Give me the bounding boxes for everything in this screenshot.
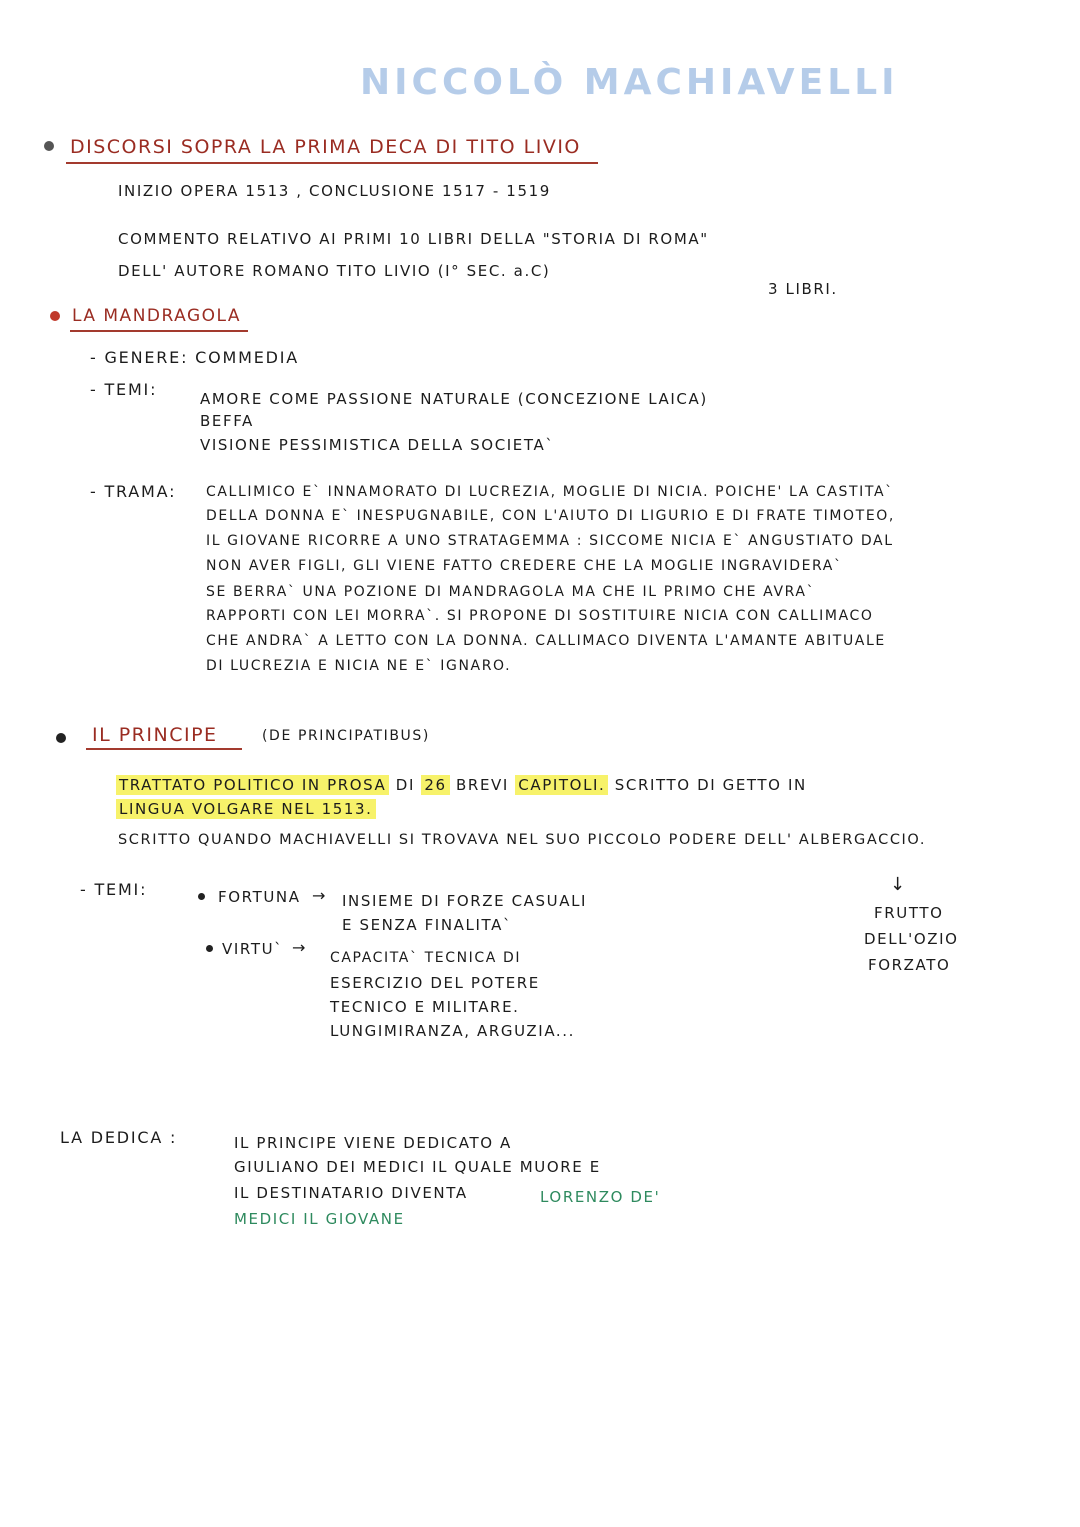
dedica-label: LA DEDICA :: [60, 1128, 178, 1147]
discorsi-underline: [66, 162, 598, 164]
principe-line-3: SCRITTO QUANDO MACHIAVELLI SI TROVAVA NEL SUO PICCOLO PODERE DELL' ALBERGACCIO.: [118, 832, 927, 848]
discorsi-commento: COMMENTO RELATIVO AI PRIMI 10 LIBRI DELLA "STORIA DI ROMA": [118, 230, 709, 248]
mandragola-genere: - GENERE: COMMEDIA: [90, 348, 300, 367]
principe-line-2: [116, 800, 376, 818]
bullet-icon: [198, 893, 205, 900]
dedica-line: IL DESTINATARIO DIVENTA: [234, 1184, 468, 1202]
mandragola-underline: [70, 330, 248, 332]
side-note: FORZATO: [868, 956, 951, 974]
mandragola-heading: LA MANDRAGOLA: [72, 306, 241, 326]
virtu-def: CAPACITA` TECNICA DI: [330, 950, 522, 966]
arrow-down-icon: ↓: [890, 874, 906, 895]
virtu-def: ESERCIZIO DEL POTERE: [330, 974, 540, 992]
dedica-line: IL PRINCIPE VIENE DEDICATO A: [234, 1134, 512, 1152]
mandragola-temi-label: - TEMI:: [90, 380, 158, 399]
highlight-26: 26: [421, 775, 449, 795]
tema-virtu: VIRTU`: [222, 940, 284, 958]
principe-subtitle: (DE PRINCIPATIBUS): [262, 728, 430, 744]
side-note: DELL'OZIO: [864, 930, 959, 948]
discorsi-heading: DISCORSI SOPRA LA PRIMA DECA DI TITO LIVIO: [70, 136, 581, 158]
discorsi-dates: INIZIO OPERA 1513 , CONCLUSIONE 1517 - 1519: [118, 182, 551, 200]
highlight-lingua: LINGUA VOLGARE NEL 1513.: [116, 799, 376, 819]
bullet-icon: [44, 141, 54, 151]
mandragola-trama-line: RAPPORTI CON LEI MORRA`. SI PROPONE DI SOSTITUIRE NICIA CON CALLIMACO: [206, 608, 874, 624]
highlight-trattato: TRATTATO POLITICO IN PROSA: [116, 775, 389, 795]
mandragola-trama-line: CHE ANDRA` A LETTO CON LA DONNA. CALLIMACO DIVENTA L'AMANTE ABITUALE: [206, 633, 886, 649]
mandragola-tema: BEFFA: [200, 412, 254, 430]
side-note: FRUTTO: [874, 904, 944, 922]
principe-heading: IL PRINCIPE: [92, 724, 218, 746]
mandragola-trama-line: IL GIOVANE RICORRE A UNO STRATAGEMMA : SICCOME NICIA E` ANGUSTIATO DAL: [206, 533, 894, 549]
virtu-def: TECNICO E MILITARE.: [330, 998, 520, 1016]
mandragola-trama-line: DI LUCREZIA E NICIA NE E` IGNARO.: [206, 658, 512, 674]
discorsi-autore: DELL' AUTORE ROMANO TITO LIVIO (I° SEC. a.C): [118, 262, 551, 280]
mandragola-trama-line: DELLA DONNA E` INESPUGNABILE, CON L'AIUTO DI LIGURIO E DI FRATE TIMOTEO,: [206, 508, 895, 524]
mandragola-tema: AMORE COME PASSIONE NATURALE (CONCEZIONE LAICA): [200, 390, 708, 408]
bullet-icon: [50, 311, 60, 321]
principe-underline: [86, 748, 242, 750]
arrow-right-icon: →: [312, 886, 326, 905]
discorsi-libri-note: 3 LIBRI.: [768, 280, 838, 298]
arrow-right-icon: →: [292, 938, 306, 957]
fortuna-def: INSIEME DI FORZE CASUALI: [342, 892, 588, 910]
mandragola-tema: VISIONE PESSIMISTICA DELLA SOCIETA`: [200, 436, 555, 454]
bullet-icon: [206, 945, 213, 952]
mandragola-trama-line: CALLIMICO E` INNAMORATO DI LUCREZIA, MOGLIE DI NICIA. POICHE' LA CASTITA`: [206, 484, 894, 500]
dedica-line: GIULIANO DEI MEDICI IL QUALE MUORE E: [234, 1158, 601, 1176]
tema-fortuna: FORTUNA: [218, 888, 301, 906]
dedica-medici: MEDICI IL GIOVANE: [234, 1210, 405, 1228]
mandragola-trama-line: SE BERRA` UNA POZIONE DI MANDRAGOLA MA CHE IL PRIMO CHE AVRA`: [206, 584, 816, 600]
virtu-def: LUNGIMIRANZA, ARGUZIA...: [330, 1022, 576, 1040]
principe-line-1: TRATTATO POLITICO IN PROSA DI 26 BREVI CAPITOLI. SCRITTO DI GETTO IN: [116, 776, 807, 794]
highlight-capitoli: CAPITOLI.: [515, 775, 608, 795]
page-title: NICCOLÒ MACHIAVELLI: [360, 62, 899, 103]
mandragola-trama-label: - TRAMA:: [90, 482, 177, 501]
fortuna-def: E SENZA FINALITA`: [342, 916, 513, 934]
principe-temi-label: - TEMI:: [80, 880, 148, 899]
mandragola-trama-line: NON AVER FIGLI, GLI VIENE FATTO CREDERE CHE LA MOGLIE INGRAVIDERA`: [206, 558, 843, 574]
bullet-icon: [56, 733, 66, 743]
dedica-lorenzo: LORENZO DE': [540, 1188, 661, 1206]
